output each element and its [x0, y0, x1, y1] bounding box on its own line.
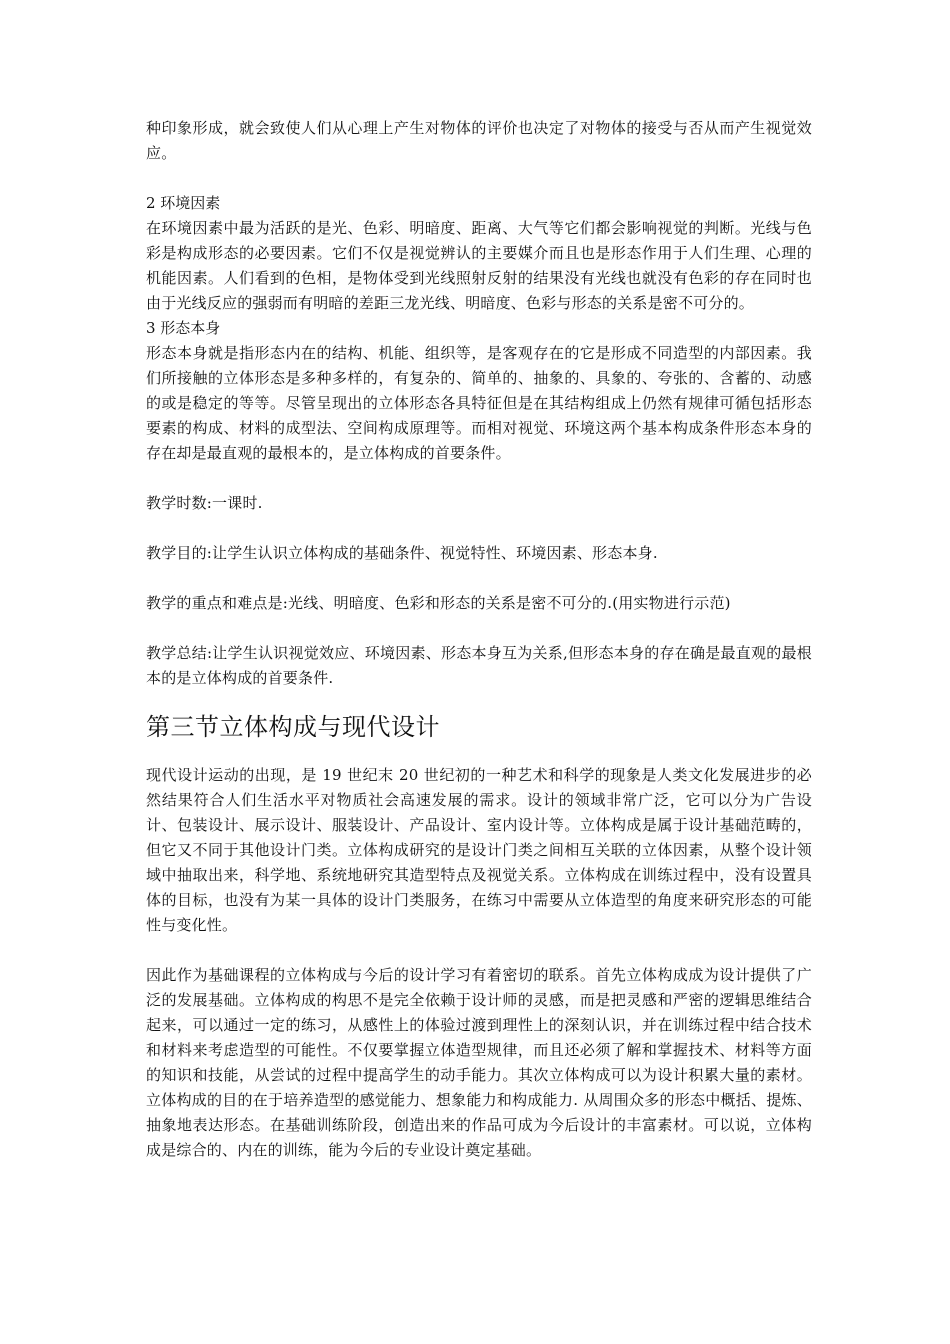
- spacer: [146, 166, 812, 191]
- spacer: [146, 466, 812, 491]
- teaching-key-points: 教学的重点和难点是:光线、明暗度、色彩和形态的关系是密不可分的.(用实物进行示范): [146, 594, 731, 612]
- teaching-goal: 教学目的:让学生认识立体构成的基础条件、视觉特性、环境因素、形态本身.: [146, 544, 658, 562]
- paragraph-form: 形态本身就是指形态内在的结构、机能、组织等，是客观存在的它是形成不同造型的内部因素。我们所接触的立体形态是多种多样的，有复杂的、简单的、抽象的、具象的、夸张的、含蓄的、动感的或是稳定的等等。尽管呈现出的立体形态各具特征但是在其结构组成上仍然有规律可循包括形态要素的构成、材料的成型法、空间构成原理等。而相对视觉、环境这两个基本构成条件形态本身的存在却是最直观的最根本的，是立体构成的首要条件。: [146, 344, 812, 462]
- subheading-form: 3 形态本身: [146, 319, 221, 337]
- teaching-time: 教学时数:一课时.: [146, 494, 263, 512]
- spacer: [146, 616, 812, 641]
- spacer: [146, 691, 812, 709]
- spacer: [146, 566, 812, 591]
- teaching-summary: 教学总结:让学生认识视觉效应、环境因素、形态本身互为关系,但形态本身的存在确是最直观的最根本的是立体构成的首要条件.: [146, 644, 812, 687]
- subheading-environment: 2 环境因素: [146, 194, 221, 212]
- section-title: 第三节立体构成与现代设计: [146, 713, 440, 741]
- paragraph-foundation-course: 因此作为基础课程的立体构成与今后的设计学习有着密切的联系。首先立体构成成为设计提供了广泛的发展基础。立体构成的构思不是完全依赖于设计师的灵感，而是把灵感和严密的逻辑思维结合起来，可以通过一定的练习，从感性上的体验过渡到理性上的深刻认识，并在训练过程中结合技术和材料来考虑造型的可能性。不仅要掌握立体造型规律，而且还必须了解和掌握技术、材料等方面的知识和技能，从尝试的过程中提高学生的动手能力。其次立体构成可以为设计积累大量的素材。立体构成的目的在于培养造型的感觉能力、想象能力和构成能力. 从周围众多的形态中概括、提炼、抽象地表达形态。在基础训练阶段，创造出来的作品可成为今后设计的丰富素材。可以说，立体构成是综合的、内在的训练，能为今后的专业设计奠定基础。: [146, 966, 812, 1159]
- spacer: [146, 745, 812, 763]
- spacer: [146, 516, 812, 541]
- document-body: [146, 116, 812, 1163]
- paragraph-environment: 在环境因素中最为活跃的是光、色彩、明暗度、距离、大气等它们都会影响视觉的判断。光线与色彩是构成形态的必要因素。它们不仅是视觉辨认的主要媒介而且也是形态作用于人们生理、心理的机能因素。人们看到的色相，是物体受到光线照射反射的结果没有光线也就没有色彩的存在同时也由于光线反应的强弱而有明暗的差距三龙光线、明暗度、色彩与形态的关系是密不可分的。: [146, 219, 812, 312]
- spacer: [146, 938, 812, 963]
- paragraph-modern-design: 现代设计运动的出现，是 19 世纪末 20 世纪初的一种艺术和科学的现象是人类文化发展进步的必然结果符合人们生活水平对物质社会高速发展的需求。设计的领域非常广泛，它可以分为广告设计、包装设计、展示设计、服装设计、产品设计、室内设计等。立体构成是属于设计基础范畴的，但它又不同于其他设计门类。立体构成研究的是设计门类之间相互关联的立体因素，从整个设计领域中抽取出来，科学地、系统地研究其造型特点及视觉关系。立体构成在训练过程中，没有设置具体的目标，也没有为某一具体的设计门类服务，在练习中需要从立体造型的角度来研究形态的可能性与变化性。: [146, 766, 812, 934]
- paragraph-visual-effect: 种印象形成，就会致使人们从心理上产生对物体的评价也决定了对物体的接受与否从而产生视觉效应。: [146, 119, 812, 162]
